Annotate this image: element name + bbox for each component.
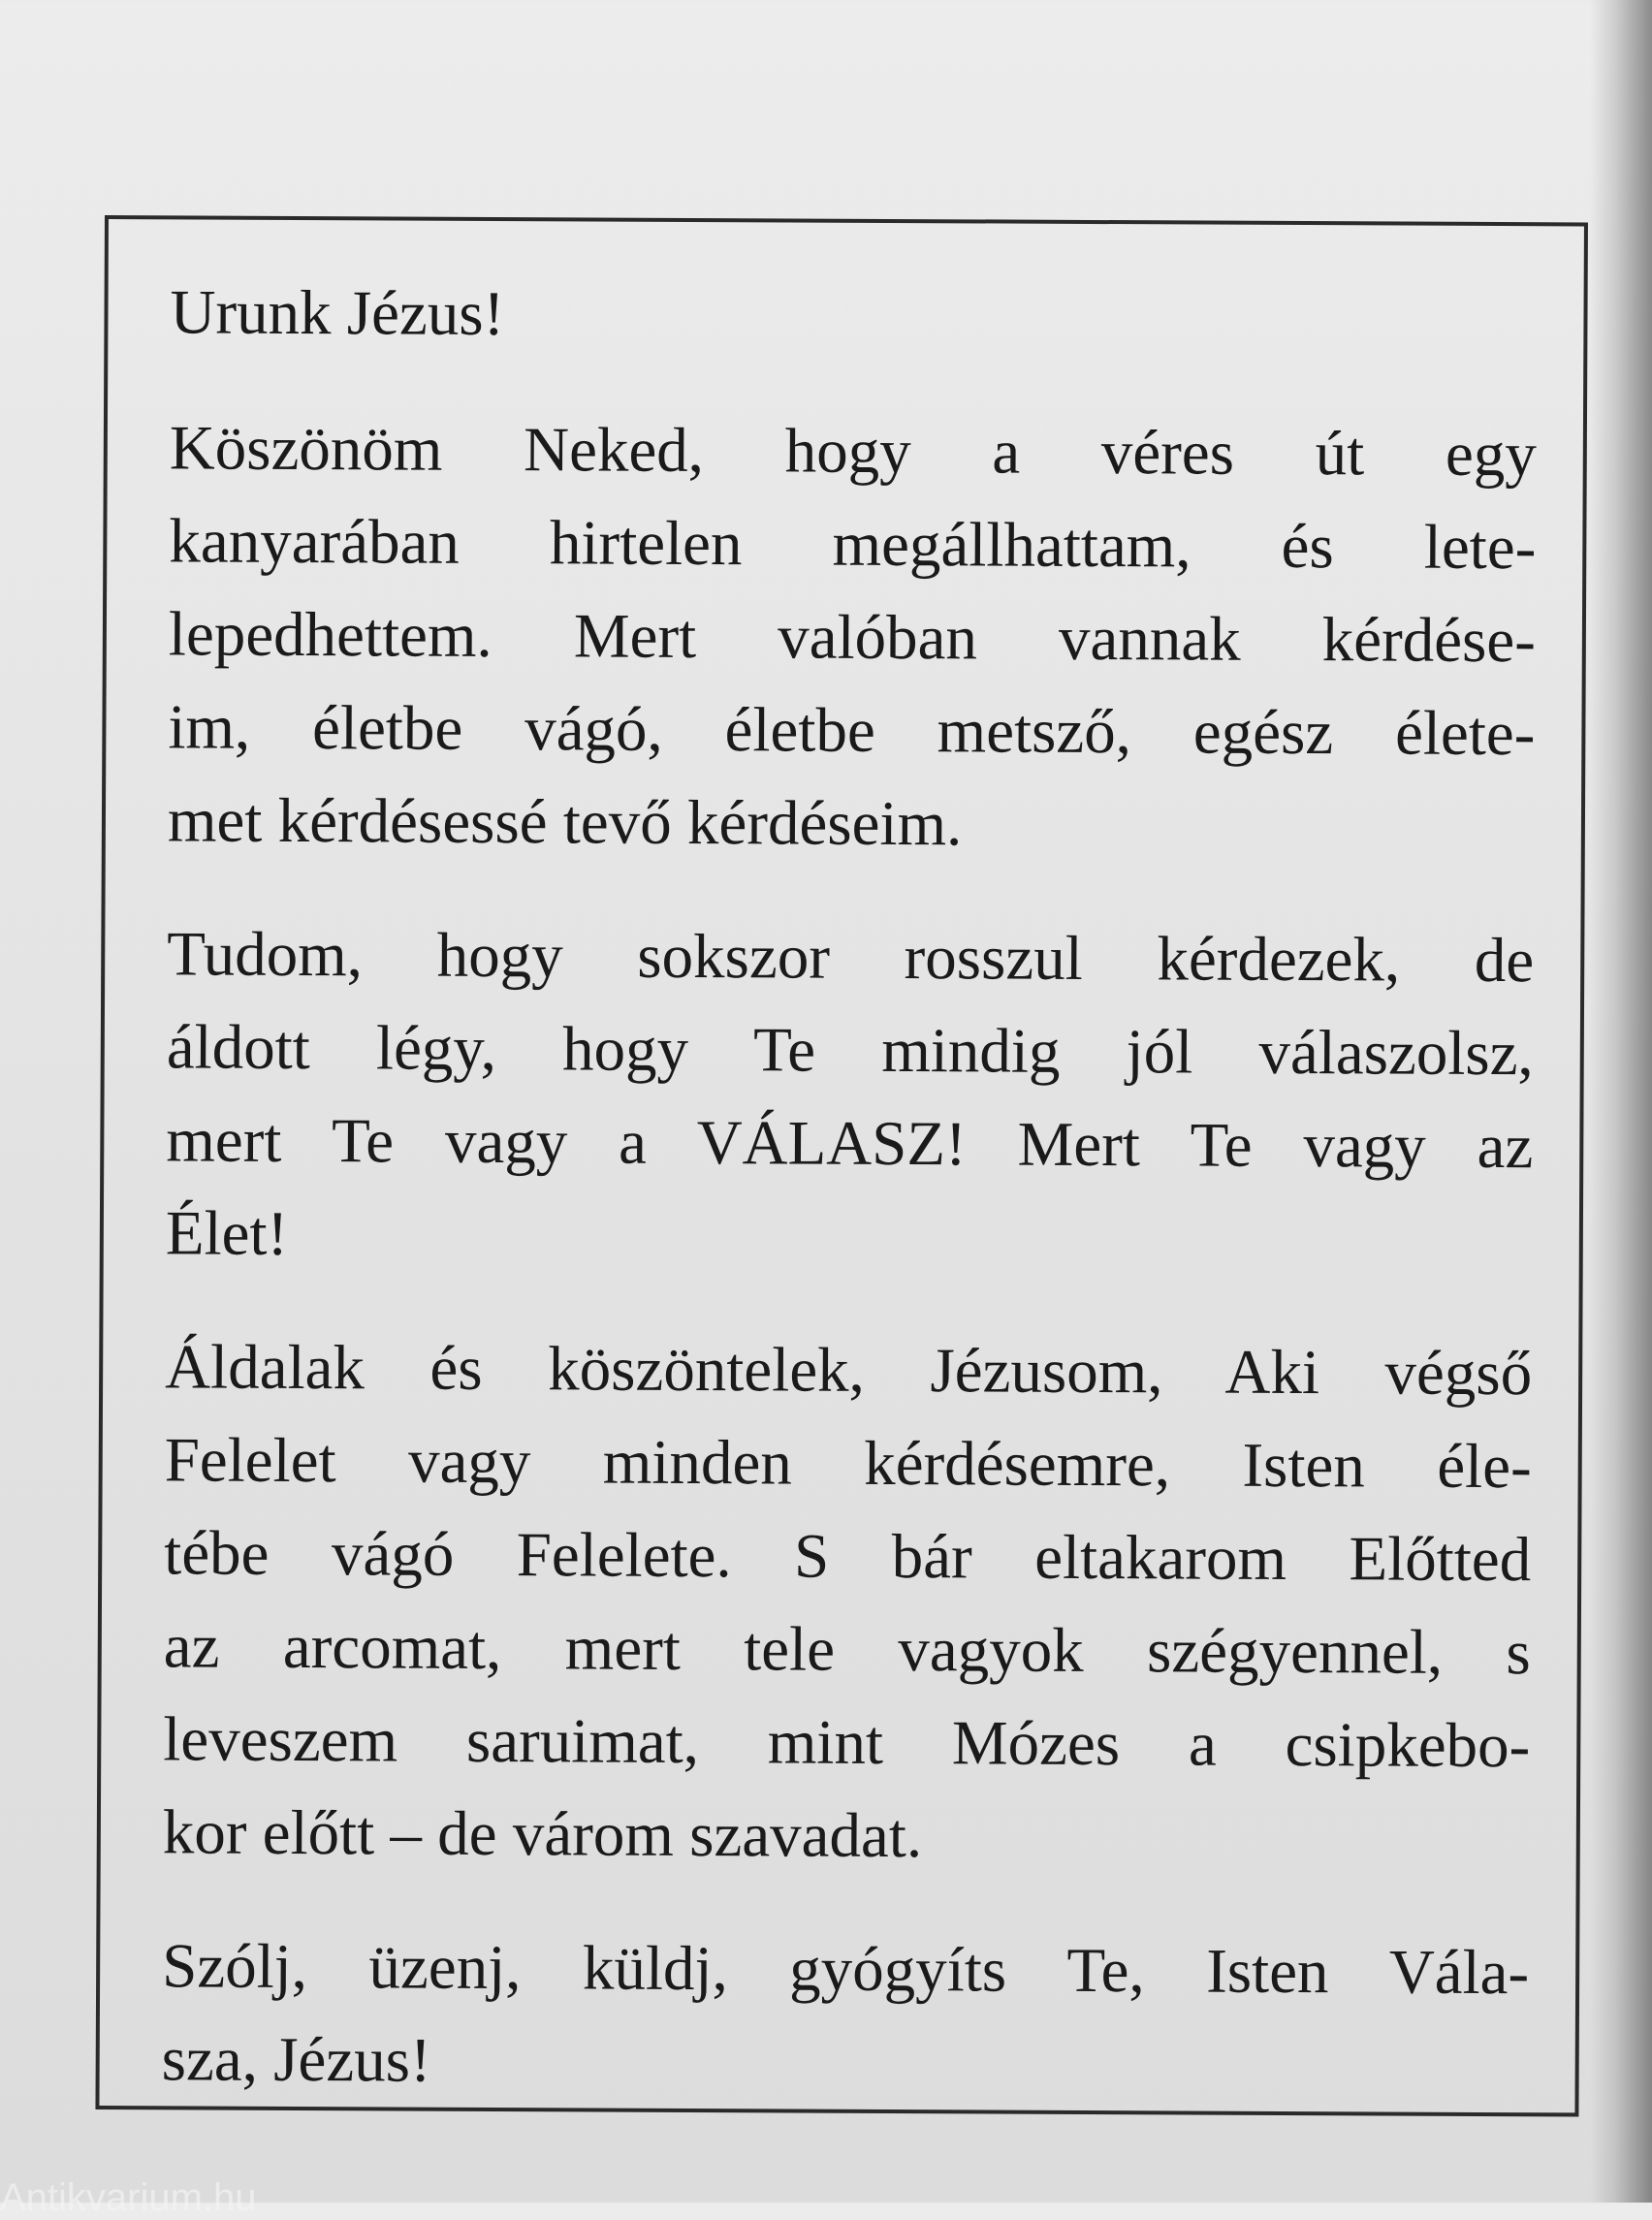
paragraph-line: Áldalak és köszöntelek, Jézusom, Aki végső: [165, 1332, 1533, 1410]
paragraph-line: Köszönöm Neked, hogy a véres út egy: [169, 413, 1537, 491]
paragraph-line: met kérdésessé tevő kérdéseim.: [167, 785, 963, 860]
watermark-text: Antikvarium.hu: [0, 2176, 257, 2219]
salutation: Urunk Jézus!: [170, 277, 505, 350]
paragraph-line: az arcomat, mert tele vagyok szégyennel, s: [163, 1611, 1531, 1689]
page-edge-shadow: [1590, 0, 1652, 2203]
paragraph-line: im, életbe vágó, életbe metsző, egész élete-: [168, 692, 1536, 770]
paragraph-line: Szólj, üzenj, küldj, gyógyíts Te, Isten Vála-: [161, 1931, 1530, 2009]
paragraph-line: Élet!: [165, 1198, 289, 1269]
paragraph-3: [163, 1320, 1533, 1886]
paragraph-line: áldott légy, hogy Te mindig jól válaszolsz,: [166, 1012, 1534, 1090]
paragraph-line: sza, Jézus!: [161, 2024, 431, 2096]
paragraph-line: Tudom, hogy sokszor rosszul kérdezek, de: [167, 919, 1535, 997]
paragraph-line: tébe vágó Felelete. S bár eltakarom Előtted: [164, 1518, 1532, 1596]
paragraph-4: [161, 1919, 1529, 2112]
text-frame: [95, 215, 1588, 2116]
paragraph-line: kanyarában hirtelen megállhattam, és lete-: [169, 506, 1537, 584]
paragraph-line: leveszem saruimat, mint Mózes a csipkebo-: [163, 1704, 1531, 1782]
paragraph-line: Felelet vagy minden kérdésemre, Isten éle-: [164, 1425, 1532, 1503]
paragraph-line: kor előtt – de várom szavadat.: [162, 1797, 923, 1872]
paragraph-2: [166, 907, 1535, 1286]
paragraph-1: [168, 401, 1537, 873]
paragraph-line: mert Te vagy a VÁLASZ! Mert Te vagy az: [166, 1105, 1534, 1183]
paragraph-line: lepedhettem. Mert valóban vannak kérdése-: [168, 599, 1537, 677]
prayer-text: [161, 266, 1537, 2153]
